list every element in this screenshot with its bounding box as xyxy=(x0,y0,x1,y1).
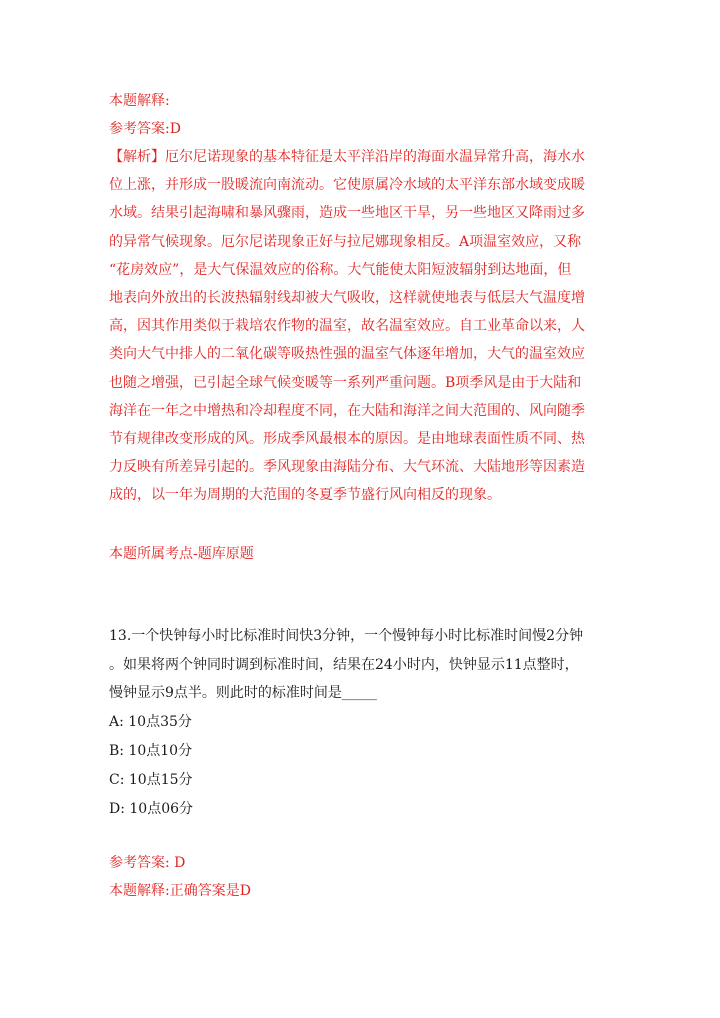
analysis-line: 节有规律改变形成的风。形成季风最根本的原因。是由地球表面性质不同、热 xyxy=(109,430,585,447)
explanation2-line: 本题解释:正确答案是D xyxy=(109,883,251,899)
analysis-line: 高，因其作用类似于栽培农作物的温室，故名温室效应。自工业革命以来，人 xyxy=(109,318,585,335)
question-line: 13.一个快钟每小时比标准时间快3分钟，一个慢钟每小时比标准时间慢2分钟 xyxy=(109,628,584,644)
topic-line: 本题所属考点-题库原题 xyxy=(109,546,254,562)
answer2-line: 参考答案: D xyxy=(109,855,186,871)
analysis-line: “花房效应”，是大气保温效应的俗称。大气能使太阳短波辐射到达地面，但 xyxy=(109,261,572,278)
explanation-label: 本题解释: xyxy=(109,93,170,109)
option-a: A: 10点35分 xyxy=(109,714,192,730)
analysis-line: 力反映有所差异引起的。季风现象由海陆分布、大气环流、大陆地形等因素造 xyxy=(109,459,585,476)
question-text xyxy=(109,622,614,708)
analysis-line: 地表向外放出的长波热辐射线却被大气吸收，这样就使地表与低层大气温度增 xyxy=(109,289,585,306)
option-c: C: 10点15分 xyxy=(109,772,193,788)
option-b: B: 10点10分 xyxy=(109,743,193,759)
option-d: D: 10点06分 xyxy=(109,801,194,817)
answer-line: 参考答案:D xyxy=(109,121,181,137)
analysis-paragraph xyxy=(109,143,614,509)
analysis-line: 海洋在一年之中增热和冷却程度不同，在大陆和海洋之间大范围的、风向随季 xyxy=(109,402,585,419)
analysis-line: 水域。结果引起海啸和暴风骤雨，造成一些地区干旱，另一些地区又降雨过多 xyxy=(109,205,585,222)
analysis-line: 成的，以一年为周期的大范围的冬夏季节盛行风向相反的现象。 xyxy=(109,487,501,504)
analysis-line: 【解析】厄尔尼诺现象的基本特征是太平洋沿岸的海面水温异常升高，海水水 xyxy=(109,149,585,165)
question-line: 慢钟显示9点半。则此时的标准时间是_____ xyxy=(109,685,377,701)
analysis-line: 位上涨，并形成一股暖流向南流动。它使原属冷水域的太平洋东部水域变成暖 xyxy=(109,177,585,194)
analysis-line: 也随之增强，已引起全球气候变暖等一系列严重问题。B项季风是由于大陆和 xyxy=(109,374,582,391)
analysis-line: 类向大气中排人的二氧化碳等吸热性强的温室气体逐年增加，大气的温室效应 xyxy=(109,346,585,363)
analysis-line: 的异常气候现象。厄尔尼诺现象正好与拉尼娜现象相反。A项温室效应，又称 xyxy=(109,233,582,250)
question-line: 。如果将两个钟同时调到标准时间，结果在24小时内，快钟显示11点整时， xyxy=(109,656,579,673)
